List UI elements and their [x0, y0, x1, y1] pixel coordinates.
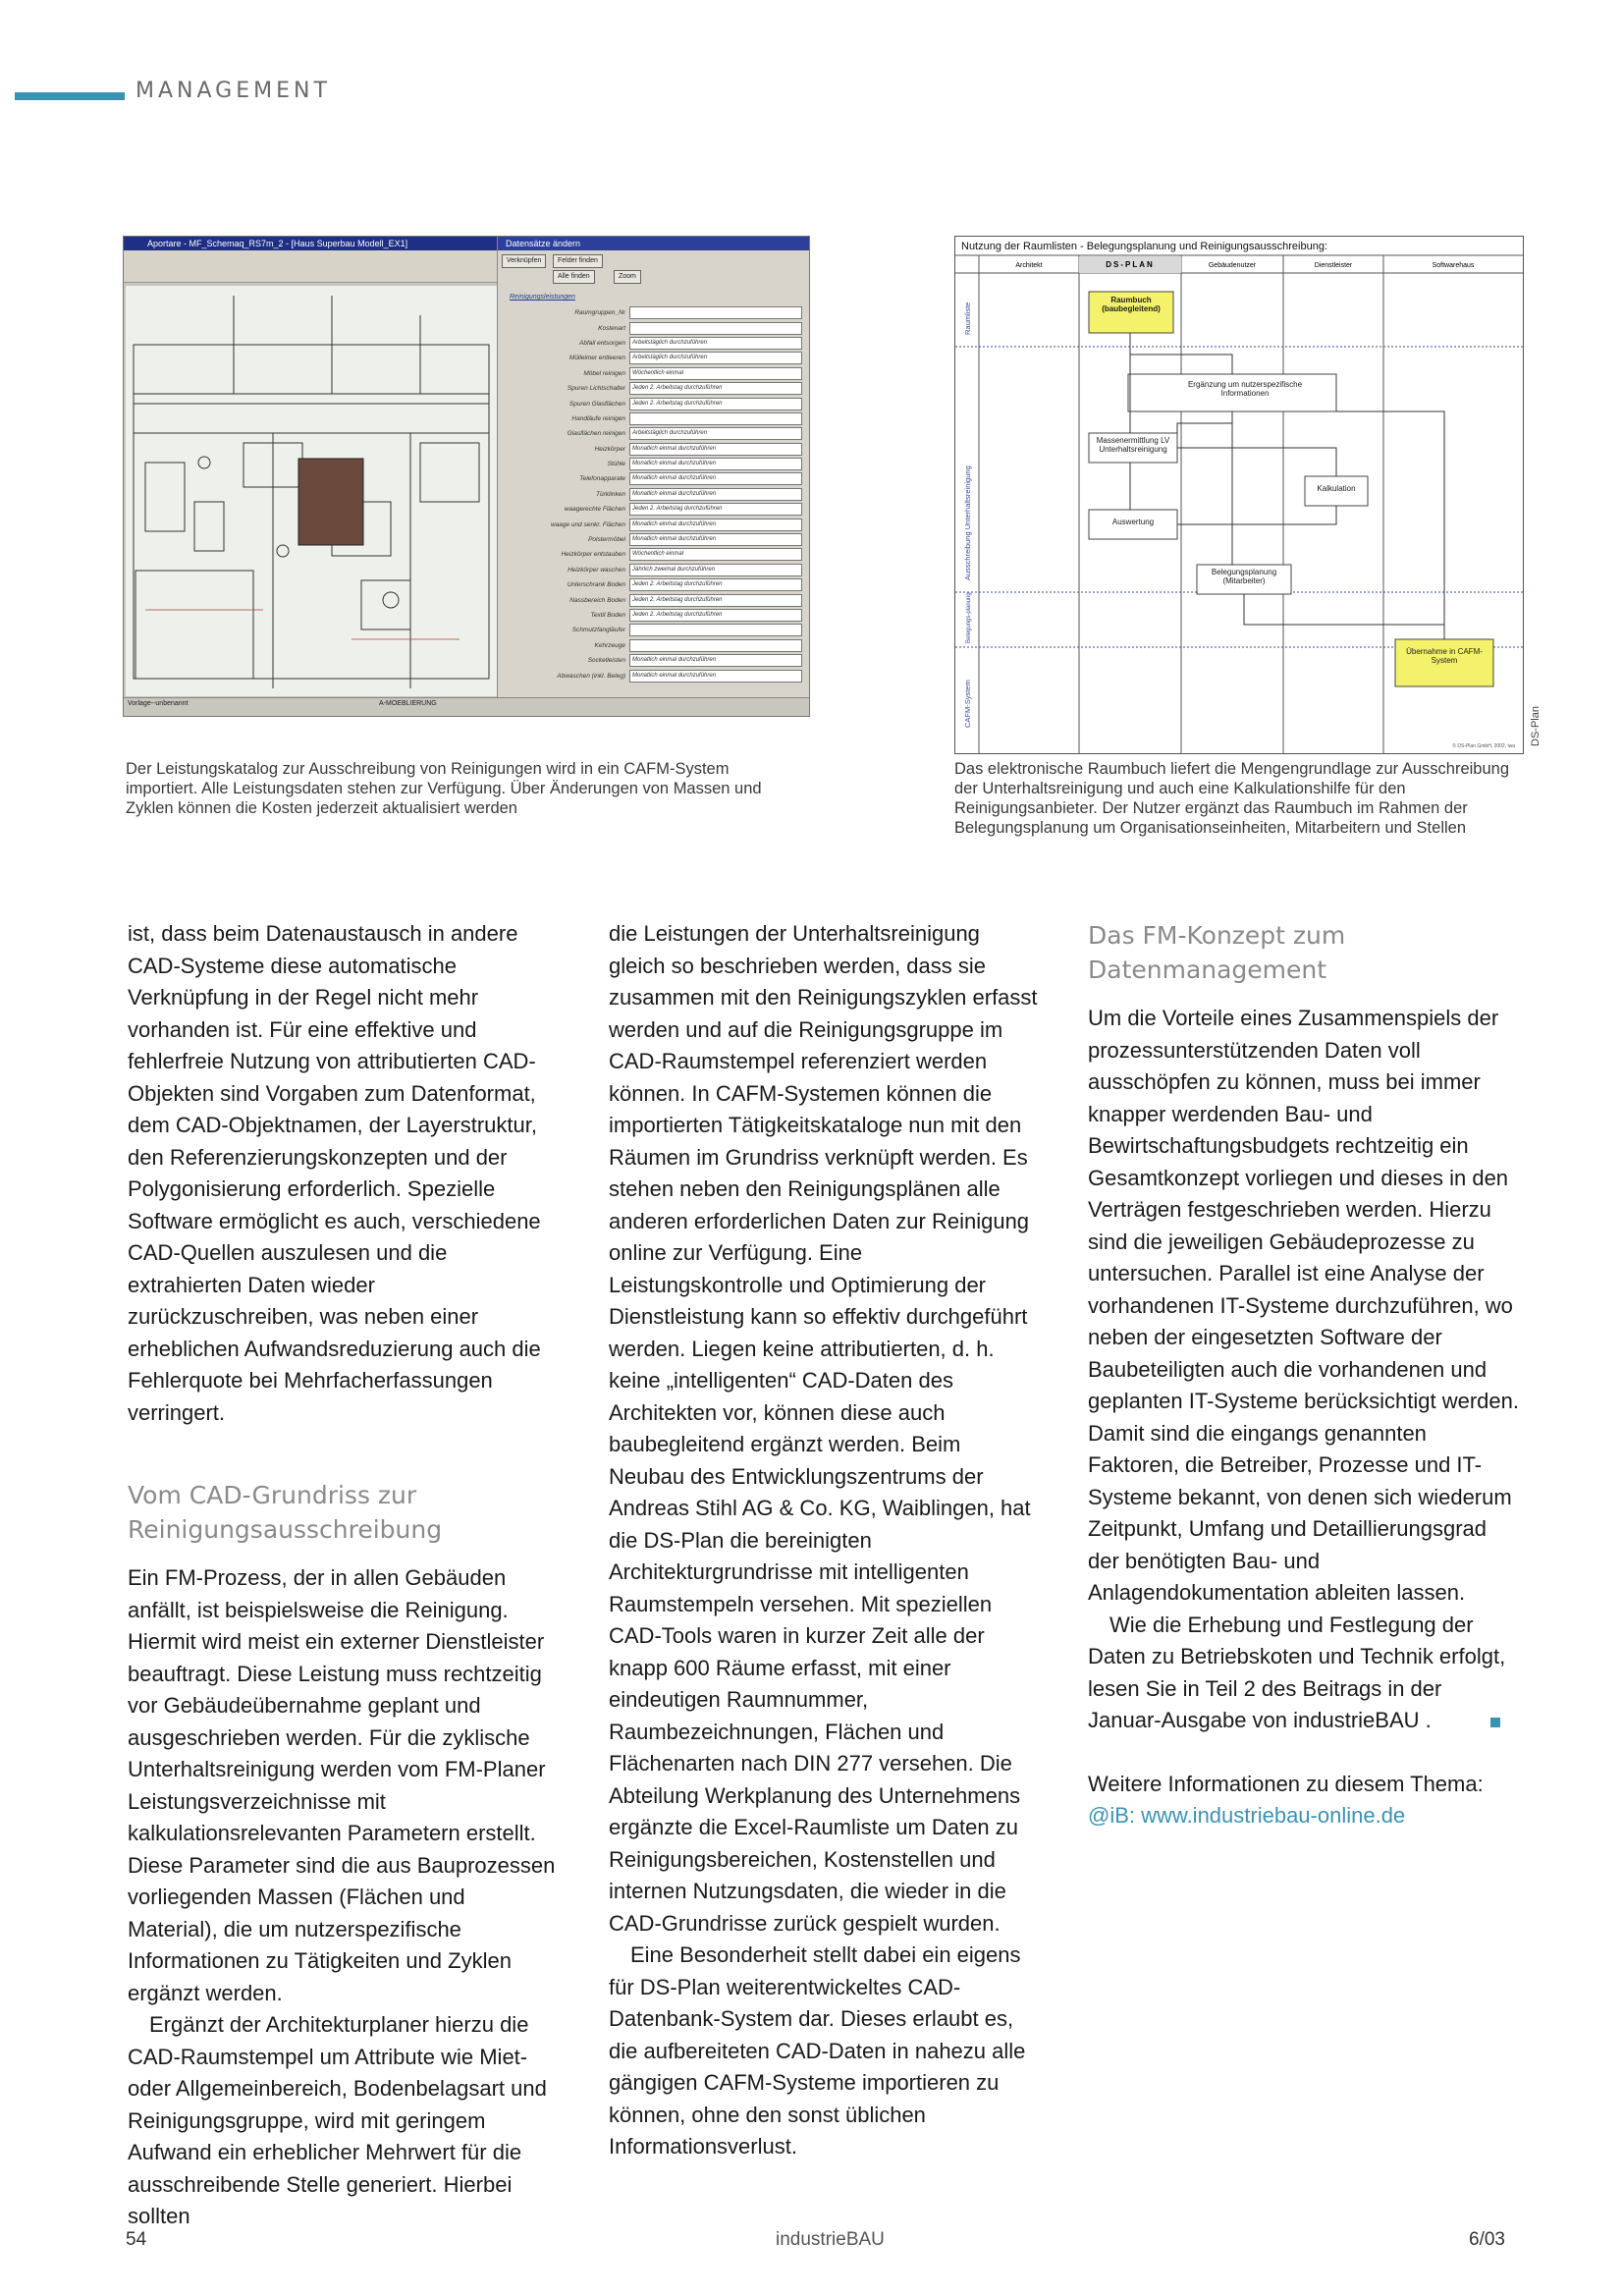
- record-field-value[interactable]: Jeden 2. Arbeitstag durchzuführen: [629, 382, 802, 395]
- record-field-label: Textil Boden: [590, 612, 625, 619]
- record-field-label: Spuren Lichtschalter: [567, 385, 625, 393]
- record-field-row: [508, 563, 802, 577]
- record-field-value[interactable]: [629, 624, 802, 636]
- lane-belegungsplanung: Belegungs-planung: [966, 592, 972, 643]
- record-field-row: [508, 320, 802, 335]
- record-field-value[interactable]: Jeden 2. Arbeitstag durchzuführen: [629, 398, 802, 410]
- record-field-value[interactable]: Arbeitstäglich durchzuführen: [629, 427, 802, 440]
- record-field-row: [508, 623, 802, 637]
- record-field-label: Schmutzfangläufer: [571, 627, 625, 634]
- layer-field: A-MOEBLIERUNG: [379, 700, 437, 707]
- record-field-label: Unterschrank Boden: [567, 581, 625, 589]
- record-field-row: [508, 608, 802, 623]
- dialog-title: Datensätze ändern: [498, 237, 810, 250]
- col3-paragraph-2: Wie die Erhebung und Festlegung der Daten zu Betriebskoten und Technik erfolgt, lesen Sie in Teil 2 des Beitrags in der Januar-Ausgabe von industrieBAU .: [1088, 1612, 1506, 1732]
- record-field-label: Abwaschen (inkl. Beleg): [557, 672, 625, 680]
- record-field-row: [508, 577, 802, 592]
- record-field-row: [508, 457, 802, 471]
- find-fields-button[interactable]: Felder finden: [553, 254, 603, 268]
- figure-caption-right: Das elektronische Raumbuch liefert die Mengengrundlage zur Ausschreibung der Unterhaltsreinigung und auch eine Kalkulationshilfe für den Reinigungsanbieter. Der Nutzer ergänzt das Raumbuch im Rahmen der Belegungsplanung um Organisationseinheiten, Mitarbeitern und Stellen: [954, 760, 1509, 837]
- record-field-label: Abfall entsorgen: [579, 339, 625, 347]
- col3-more-info: Weitere Informationen zu diesem Thema:: [1088, 1771, 1484, 1796]
- record-field-row: [508, 426, 802, 441]
- record-field-value[interactable]: Jährlich zweimal durchzuführen: [629, 564, 802, 576]
- record-field-row: [508, 653, 802, 668]
- record-field-value[interactable]: Jeden 2. Arbeitstag durchzuführen: [629, 609, 802, 622]
- cad-status-bar: [124, 697, 809, 716]
- section-label: MANAGEMENT: [135, 79, 331, 103]
- record-field-row: [508, 305, 802, 320]
- record-field-row: [508, 366, 802, 381]
- column-dienstleister: Dienstleister: [1314, 262, 1353, 269]
- web-link[interactable]: @iB: www.industriebau-online.de: [1088, 1803, 1406, 1828]
- record-field-row: [508, 381, 802, 396]
- record-field-value[interactable]: Monatlich einmal durchzuführen: [629, 519, 802, 531]
- record-field-value[interactable]: [629, 322, 802, 335]
- record-field-label: Handläufe reinigen: [571, 414, 625, 422]
- record-field-row: [508, 396, 802, 410]
- record-field-value[interactable]: [629, 306, 802, 319]
- record-field-row: [508, 471, 802, 486]
- cad-screenshot-figure: [123, 236, 810, 717]
- record-field-label: Möbel reinigen: [583, 369, 625, 377]
- record-field-value[interactable]: [629, 412, 802, 425]
- record-field-value[interactable]: Monatlich einmal durchzuführen: [629, 533, 802, 546]
- record-field-label: Spuren Glasflächen: [568, 400, 625, 408]
- text-column-3: [1088, 918, 1520, 1832]
- layer-name: Vorlage--unbenannt: [128, 700, 189, 707]
- record-field-value[interactable]: Monatlich einmal durchzuführen: [629, 488, 802, 501]
- record-field-row: [508, 517, 802, 531]
- edit-records-dialog: [497, 237, 810, 698]
- floor-plan-svg: [126, 286, 497, 696]
- process-diagram-figure: [954, 236, 1524, 754]
- col1-paragraph-3: Ergänzt der Architekturplaner hierzu die CAD-Raumstempel um Attribute wie Miet- oder Allgemeinbereich, Bodenbelagsart und Reinigungsgruppe, wird mit geringem Aufwand ein erheblicher Mehrwert für die ausschreibende Stelle generiert. Hierbei sollten: [128, 2012, 547, 2228]
- process-diagram-svg: [955, 237, 1523, 753]
- col3-subheading: Das FM-Konzept zum Datenmanagement: [1088, 921, 1346, 984]
- col2-paragraph-1: die Leistungen der Unterhaltsreinigung gleich so beschrieben werden, dass sie zusammen mit den Reinigungszyklen erfasst werden und auf die Reinigungsgruppe im CAD-Raumstempel referenziert werden können. In CAFM-Systemen können die importierten Tätigkeitskataloge nun mit den Räumen im Grundriss verknüpft werden. Es stehen neben den Reinigungsplänen alle anderen erforderlichen Daten zur Reinigung online zur Verfügung. Eine Leistungskontrolle und Optimierung der Dienstleistung kann so effektiv durchgeführt werden. Liegen keine attributierten, d. h. keine „intelligenten“ CAD-Daten des Architekten vor, können diese auch baubegleitend ergänzt werden. Beim Neubau des Entwicklungszentrums der Andreas Stihl AG & Co. KG, Waiblingen, hat die DS-Plan die bereinigten Architekturgrundrisse mit intelligenten Raumstempeln versehen. Mit speziellen CAD-Tools waren in kurzer Zeit alle der knapp 600 Räume erfasst, mit einer eindeutigen Raumnummer, Raumbezeichnungen, Flächen und Flächenarten nach DIN 277 versehen. Die Abteilung Werkplanung des Unternehmens ergänzte die Excel-Raumliste um Daten zu Reinigungsbereichen, Kostenstellen und internen Nutzungsdaten, die wieder in die CAD-Grundrisse zurück gespielt wurden.: [609, 921, 1038, 1936]
- record-field-label: Heizkörper: [594, 445, 625, 453]
- dialog-section-header: Reinigungsleistungen: [510, 294, 575, 301]
- link-button[interactable]: Verknüpfen: [502, 254, 546, 268]
- record-field-label: waage und senkr. Flächen: [550, 520, 625, 528]
- box-auswertung: Auswertung: [1111, 518, 1155, 526]
- article-end-mark: [1490, 1718, 1500, 1727]
- column-ds-plan: DS-PLAN: [1106, 260, 1155, 269]
- figure-caption-left: Der Leistungskatalog zur Ausschreibung von Reinigungen wird in ein CAFM-System importiert. Alle Leistungsdaten stehen zur Verfügung. Über Änderungen von Massen und Zyklen können die Kosten jederzeit aktualisiert werden: [126, 760, 762, 817]
- record-field-value[interactable]: Monatlich einmal durchzuführen: [629, 443, 802, 456]
- magazine-name: industrieBAU: [776, 2229, 885, 2250]
- record-field-label: Raumgruppen_Nr: [574, 309, 625, 317]
- lane-raumliste: Raumliste: [963, 301, 972, 335]
- record-field-label: Kehrzeuge: [594, 641, 625, 649]
- record-field-row: [508, 668, 802, 683]
- text-column-1: [128, 918, 558, 2233]
- lane-cafm-system: CAFM-System: [963, 680, 972, 728]
- record-field-label: waagerechte Flächen: [564, 506, 625, 514]
- col1-paragraph-1: ist, dass beim Datenaustausch in andere CAD-Systeme diese automatische Verknüpfung in der Regel nicht mehr vorhanden ist. Für eine effektive und fehlerfreie Nutzung von attributierten CAD-Objekten sind Vorgaben zum Datenformat, dem CAD-Objektnamen, der Layerstruktur, den Referenzierungskonzepten und der Polygonisierung erforderlich. Spezielle Software ermöglicht es auch, verschiedene CAD-Quellen auszulesen und die extrahierten Daten wieder zurückzuschreiben, was neben einer erheblichen Aufwandsreduzierung auch die Fehlerquote bei Mehrfacherfassungen verringert.: [128, 921, 541, 1425]
- box-ergaenzung: Ergänzung um nutzerspezifische Informationen: [1187, 380, 1303, 398]
- col2-paragraph-2: Eine Besonderheit stellt dabei ein eigens für DS-Plan weiterentwickeltes CAD-Datenbank-System dar. Dieses erlaubt es, die aufbereiteten CAD-Daten in nahezu alle gängigen CAFM-Systeme importieren zu können, ohne den sonst üblichen Informationsverlust.: [609, 1942, 1026, 2159]
- box-massenermittlung: Massenermittlung LV Unterhaltsreinigung: [1096, 436, 1170, 454]
- record-field-label: Polstermöbel: [588, 536, 625, 544]
- cad-window-title: Aportare - MF_Schemaq_RS7m_2 - [Haus Superbau Modell_EX1]: [124, 237, 809, 250]
- floor-plan-drawing: [126, 286, 497, 696]
- record-field-value[interactable]: Monatlich einmal durchzuführen: [629, 670, 802, 683]
- record-field-label: Heizkörper entstauben: [561, 551, 625, 559]
- diagram-title: Nutzung der Raumlisten - Belegungsplanung und Reinigungsausschreibung:: [961, 241, 1328, 252]
- record-field-value[interactable]: Monatlich einmal durchzuführen: [629, 654, 802, 667]
- record-field-row: [508, 638, 802, 653]
- record-field-label: Heizkörper waschen: [568, 566, 625, 574]
- record-field-label: Kostenart: [598, 324, 625, 332]
- box-raumbuch: Raumbuch (baubegleitend): [1102, 296, 1161, 313]
- record-field-label: Türklinken: [596, 490, 625, 498]
- box-kalkulation: Kalkulation: [1317, 484, 1356, 493]
- column-gebaeudenutzer: Gebäudenutzer: [1208, 262, 1257, 269]
- issue-number: 6/03: [1469, 2229, 1505, 2250]
- col3-paragraph-1: Um die Vorteile eines Zusammenspiels der prozessunterstützenden Daten voll ausschöpfen zu können, muss bei immer knapper werdenden Bau- und Bewirtschaftungsbudgets rechtzeitig ein Gesamtkonzept vorliegen und dieses in den Verträgen festgeschrieben werden. Hierzu sind die jeweiligen Gebäudeprozesse zu untersuchen. Parallel ist eine Analyse der vorhandenen IT-Systeme durchzuführen, wo neben der eingesetzten Software der Baubeteiligten auch die vorhandenen und geplanten IT-Systeme berücksichtigt werden. Damit sind die eingangs genannten Faktoren, die Betreiber, Prozesse und IT-Systeme bekannt, von denen sich wiederum Zeitpunkt, Umfang und Detaillierungsgrad der benötigten Bau- und Anlagendokumentation ableiten lassen.: [1088, 1006, 1520, 1605]
- record-field-value[interactable]: Arbeitstäglich durchzuführen: [629, 352, 802, 364]
- record-field-value[interactable]: Wöchentlich einmal: [629, 548, 802, 561]
- record-field-label: Sockelleisten: [587, 657, 625, 665]
- record-field-row: [508, 592, 802, 607]
- col1-paragraph-2: Ein FM-Prozess, der in allen Gebäuden anfällt, ist beispielsweise die Reinigung. Hiermit wird meist ein externer Dienstleister beauftragt. Diese Leistung muss rechtzeitig vor Gebäudeübernahme geplant und ausgeschrieben werden. Für die zyklische Unterhaltsreinigung werden vom FM-Planer Leistungsverzeichnisse mit kalkulationsrelevanten Parametern erstellt. Diese Parameter sind die aus Bauprozessen vorliegenden Massen (Flächen und Material), die um nutzerspezifische Informationen zu Tätigkeiten und Zyklen ergänzt werden.: [128, 1565, 556, 2005]
- record-field-row: [508, 547, 802, 562]
- lane-ausschreibung: Ausschreibung Unterhaltsreinigung: [963, 465, 972, 580]
- record-field-value[interactable]: Wöchentlich einmal: [629, 367, 802, 380]
- text-column-2: [609, 918, 1041, 2163]
- record-field-label: Nassbereich Boden: [569, 596, 625, 604]
- record-field-value[interactable]: [629, 639, 802, 652]
- box-belegungsplanung: Belegungsplanung (Mitarbeiter): [1211, 568, 1277, 585]
- record-field-row: [508, 532, 802, 547]
- page-number: 54: [126, 2229, 147, 2250]
- zoom-button[interactable]: Zoom: [614, 270, 641, 284]
- record-field-value[interactable]: Arbeitstäglich durchzuführen: [629, 337, 802, 350]
- record-field-value[interactable]: Monatlich einmal durchzuführen: [629, 472, 802, 485]
- record-field-label: Stühle: [607, 461, 625, 468]
- record-field-value[interactable]: Jeden 2. Arbeitstag durchzuführen: [629, 578, 802, 591]
- diagram-credit: © DS-Plan GmbH, 2002, iwa: [1452, 743, 1515, 749]
- find-all-button[interactable]: Alle finden: [553, 270, 595, 284]
- column-architekt: Architekt: [1015, 262, 1043, 269]
- record-field-row: [508, 351, 802, 365]
- section-accent-bar: [15, 92, 125, 100]
- record-field-row: [508, 487, 802, 502]
- record-field-label: Telefonapparate: [579, 475, 625, 483]
- box-uebernahme: Übernahme in CAFM-System: [1406, 647, 1483, 665]
- record-field-label: Mülleimer entleeren: [568, 355, 625, 362]
- record-field-value[interactable]: Jeden 2. Arbeitstag durchzuführen: [629, 594, 802, 607]
- record-field-row: [508, 336, 802, 351]
- image-credit-side: DS-Plan: [1530, 706, 1542, 746]
- record-field-row: [508, 502, 802, 517]
- record-field-value[interactable]: Jeden 2. Arbeitstag durchzuführen: [629, 503, 802, 516]
- record-field-value[interactable]: Monatlich einmal durchzuführen: [629, 458, 802, 470]
- record-field-row: [508, 442, 802, 457]
- record-field-row: [508, 411, 802, 426]
- column-softwarehaus: Softwarehaus: [1432, 262, 1475, 269]
- record-field-list: [508, 305, 802, 683]
- record-field-label: Glasflächen reinigen: [567, 430, 625, 438]
- col1-subheading: Vom CAD-Grundriss zur Reinigungsausschreibung: [128, 1481, 443, 1544]
